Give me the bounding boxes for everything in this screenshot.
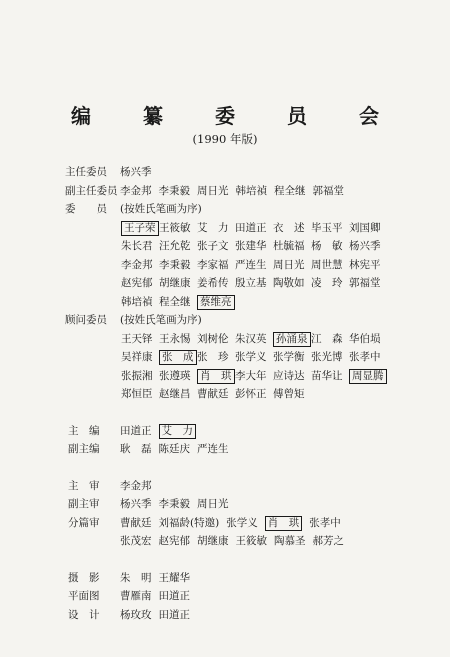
- person-name: [273, 256, 311, 275]
- name-text: 赵继昌: [159, 388, 191, 400]
- name-text: 田道正: [235, 221, 267, 234]
- name-text: 苗华让: [311, 369, 343, 382]
- person-name: [273, 367, 311, 386]
- name-text: 杨兴季: [349, 240, 381, 252]
- name-text: 张茂宏: [120, 535, 152, 547]
- name-text: 张孝中: [309, 516, 341, 529]
- person-name: [313, 182, 345, 201]
- review-section: [65, 477, 450, 551]
- person-name: [159, 532, 191, 551]
- person-name: [235, 274, 273, 293]
- name-list: [120, 274, 387, 293]
- person-name: [120, 495, 152, 514]
- name-text: 林宪平: [349, 258, 381, 271]
- name-text: 刘福龄(特邀): [158, 516, 220, 529]
- role-label: [65, 219, 120, 238]
- person-name: [197, 385, 235, 404]
- ordering-note: (按姓氏笔画为序): [120, 314, 202, 326]
- editors-section: [65, 422, 450, 459]
- name-list: [120, 477, 159, 496]
- role-label: [65, 256, 120, 275]
- name-text: 郝芳之: [312, 535, 344, 547]
- name-list: [120, 385, 311, 404]
- name-text: 周世慧: [311, 258, 343, 271]
- ordering-note: (按姓氏笔画为序): [120, 203, 202, 215]
- person-name: [273, 219, 311, 238]
- name-list: [120, 606, 197, 625]
- person-name: [235, 348, 273, 367]
- name-text: 王筱敏: [235, 535, 267, 547]
- credit-row: [65, 311, 450, 330]
- role-label: [65, 293, 120, 312]
- person-name: [274, 182, 306, 201]
- role-label: 主任委员: [65, 166, 107, 178]
- person-name: [197, 237, 235, 256]
- credit-row: [65, 440, 450, 459]
- name-text: 田道正: [158, 590, 190, 602]
- name-list: [120, 422, 203, 441]
- name-text: 周日光: [197, 184, 229, 197]
- name-list: [120, 495, 236, 514]
- person-name: [120, 163, 152, 182]
- name-text: 张子文: [197, 240, 229, 252]
- person-name: [197, 256, 235, 275]
- person-name: [235, 256, 273, 275]
- boxed-name: 张 成: [159, 350, 197, 365]
- production-credits-section: [65, 569, 450, 625]
- name-text: 张孝中: [349, 351, 381, 363]
- role-label: 委 员: [65, 203, 107, 215]
- person-name: [273, 237, 311, 256]
- person-name: [159, 514, 220, 533]
- name-text: 王永惕: [159, 332, 191, 345]
- name-text: 郭福堂: [312, 184, 344, 197]
- name-text: 衣 述: [273, 221, 305, 234]
- person-name: [120, 514, 152, 533]
- person-name: [273, 348, 311, 367]
- name-text: 李金邦: [120, 479, 152, 492]
- credit-row: [65, 587, 450, 606]
- name-text: 郭福堂: [349, 277, 381, 289]
- credit-row: [65, 495, 450, 514]
- name-text: 周日光: [273, 258, 305, 271]
- person-name: [159, 274, 197, 293]
- credit-row: [65, 163, 450, 182]
- role-label: [65, 330, 120, 349]
- person-name: [197, 274, 235, 293]
- name-text: 李秉毅: [158, 498, 190, 510]
- role-label: 主 编: [68, 424, 100, 437]
- credit-row: [65, 237, 450, 256]
- person-name: [120, 606, 152, 625]
- person-name: [273, 330, 311, 349]
- name-text: 李金邦: [121, 258, 153, 271]
- person-name: [159, 495, 191, 514]
- person-name: [311, 367, 349, 386]
- person-name: [159, 219, 197, 238]
- name-text: 张振湘: [121, 369, 153, 382]
- name-text: 吴祥康: [121, 351, 153, 363]
- person-name: [159, 385, 197, 404]
- name-list: [120, 440, 236, 459]
- person-name: [121, 330, 159, 349]
- name-text: 王耀华: [158, 571, 190, 584]
- name-text: 胡继康: [197, 535, 229, 547]
- person-name: [159, 440, 191, 459]
- name-list: [120, 219, 387, 238]
- name-text: 杨玫玫: [120, 608, 152, 621]
- person-name: [235, 385, 273, 404]
- name-text: 耿 磊: [120, 443, 152, 455]
- boxed-name: 艾 力: [159, 424, 197, 439]
- role-label: 副主审: [68, 498, 100, 510]
- credit-row: [65, 219, 450, 238]
- person-name: [311, 330, 349, 349]
- name-text: 姜希传: [197, 277, 229, 289]
- person-name: [120, 569, 152, 588]
- name-text: 曹献廷: [197, 388, 229, 400]
- boxed-name: 肖 珙: [197, 369, 235, 384]
- name-text: 傅曾矩: [273, 388, 305, 400]
- person-name: [159, 256, 197, 275]
- name-list: [120, 569, 197, 588]
- name-text: 王天铎: [121, 332, 153, 345]
- name-text: 曹雁南: [120, 590, 152, 602]
- role-label: 副主任委员: [65, 184, 118, 197]
- name-list: [120, 532, 351, 551]
- credit-row: [65, 385, 450, 404]
- edition-subtitle: (1990 年版): [192, 132, 258, 146]
- name-text: 陈廷庆: [158, 443, 190, 455]
- credit-row: [65, 256, 450, 275]
- person-name: [311, 274, 349, 293]
- role-label: 副主编: [68, 443, 100, 455]
- name-text: 张学衡: [273, 351, 305, 363]
- name-list: [120, 367, 387, 386]
- person-name: [236, 182, 268, 201]
- name-text: 朱长君: [121, 240, 153, 252]
- person-name: [197, 440, 229, 459]
- name-text: 刘树伦: [197, 332, 229, 345]
- person-name: [197, 495, 229, 514]
- person-name: [349, 330, 387, 349]
- person-name: [309, 514, 341, 533]
- name-text: 曹献廷: [120, 516, 152, 529]
- name-text: 杨 敏: [311, 240, 343, 252]
- credit-row: [65, 182, 450, 201]
- person-name: [121, 256, 159, 275]
- person-name: [313, 532, 345, 551]
- person-name: [197, 293, 235, 312]
- person-name: [197, 367, 235, 386]
- name-list: [120, 514, 348, 533]
- role-label: [65, 367, 120, 386]
- name-text: 程全继: [274, 184, 306, 197]
- person-name: [159, 330, 197, 349]
- name-text: 李大年: [235, 369, 267, 382]
- credit-row: [65, 532, 450, 551]
- name-list: [120, 256, 387, 275]
- credit-row: [65, 348, 450, 367]
- name-text: 田道正: [158, 608, 190, 621]
- credit-row: [65, 569, 450, 588]
- person-name: [311, 219, 349, 238]
- person-name: [349, 348, 387, 367]
- role-label: 摄 影: [68, 571, 100, 584]
- person-name: [349, 367, 387, 386]
- person-name: [197, 532, 229, 551]
- name-text: 彭怀正: [235, 388, 267, 400]
- name-text: 凌 玲: [311, 277, 343, 289]
- person-name: [235, 237, 273, 256]
- name-list: [120, 182, 351, 201]
- person-name: [197, 330, 235, 349]
- person-name: [159, 293, 197, 312]
- name-text: 陶慕圣: [274, 535, 306, 547]
- person-name: [197, 219, 235, 238]
- person-name: [121, 237, 159, 256]
- page-title: 编 纂 委 员 会: [71, 104, 395, 128]
- boxed-name: 蔡维亮: [197, 295, 235, 310]
- name-text: 程全继: [159, 295, 191, 308]
- name-text: 杨兴季: [120, 498, 152, 510]
- name-list: [120, 237, 387, 256]
- person-name: [349, 219, 387, 238]
- name-text: 严连生: [197, 443, 229, 455]
- person-name: [120, 422, 152, 441]
- person-name: [311, 237, 349, 256]
- person-name: [273, 385, 311, 404]
- credits-list: [65, 163, 450, 642]
- name-text: 张 珍: [197, 351, 229, 363]
- person-name: [197, 348, 235, 367]
- person-name: [349, 274, 387, 293]
- name-text: 刘国卿: [349, 221, 381, 234]
- credit-row: [65, 274, 450, 293]
- credit-row: [65, 367, 450, 386]
- person-name: [121, 293, 159, 312]
- credit-row: [65, 330, 450, 349]
- person-name: [311, 348, 349, 367]
- person-name: [121, 367, 159, 386]
- boxed-name: 孙涌泉: [273, 332, 311, 347]
- name-text: 周日光: [197, 498, 229, 510]
- name-text: 艾 力: [197, 221, 229, 234]
- person-name: [120, 182, 152, 201]
- role-label: 设 计: [68, 608, 100, 621]
- credit-row: [65, 422, 450, 441]
- boxed-name: 王子荣: [121, 221, 159, 236]
- person-name: [273, 274, 311, 293]
- name-text: 杨兴季: [120, 166, 152, 178]
- name-text: 江 森: [311, 332, 343, 345]
- name-list: [120, 330, 387, 349]
- person-name: [197, 182, 229, 201]
- name-text: 殷立基: [235, 277, 267, 289]
- name-text: 李金邦: [120, 184, 152, 197]
- credit-row: [65, 606, 450, 625]
- person-name: [159, 182, 191, 201]
- role-label: 主 审: [68, 479, 100, 492]
- person-name: [159, 587, 191, 606]
- role-label: 平面图: [68, 590, 100, 602]
- person-name: [265, 514, 303, 533]
- role-label: [65, 274, 120, 293]
- name-text: 张学义: [226, 516, 258, 529]
- name-text: 李秉毅: [159, 258, 191, 271]
- committee-section: [65, 163, 450, 404]
- name-text: 汪允乾: [159, 240, 191, 252]
- role-label: 顾问委员: [65, 314, 107, 326]
- credit-row: [65, 514, 450, 533]
- name-text: 胡继康: [159, 277, 191, 289]
- credit-row: [65, 200, 450, 219]
- role-label: [65, 532, 120, 551]
- name-text: 郑恒臣: [121, 388, 153, 400]
- name-text: 赵宪郁: [121, 277, 153, 289]
- person-name: [159, 367, 197, 386]
- person-name: [121, 219, 159, 238]
- name-text: 赵宪郁: [158, 535, 190, 547]
- name-text: 毕玉平: [311, 221, 343, 234]
- person-name: [274, 532, 306, 551]
- person-name: [120, 587, 152, 606]
- name-list: [120, 293, 235, 312]
- name-text: 张建华: [235, 240, 267, 252]
- name-text: 陶敬如: [273, 277, 305, 289]
- name-list: [120, 163, 159, 182]
- name-list: [120, 348, 387, 367]
- person-name: [226, 514, 258, 533]
- person-name: [121, 385, 159, 404]
- name-text: 韩培禎: [235, 184, 267, 197]
- name-text: 王筱敏: [159, 221, 191, 234]
- name-text: 张光博: [311, 351, 343, 363]
- credit-row: [65, 293, 450, 312]
- name-text: 朱汉英: [235, 332, 267, 345]
- person-name: [120, 532, 152, 551]
- name-text: 华伯埙: [349, 332, 381, 345]
- role-label: 分篇审: [68, 516, 100, 529]
- person-name: [120, 477, 152, 496]
- person-name: [311, 256, 349, 275]
- name-text: 张学义: [235, 351, 267, 363]
- person-name: [121, 348, 159, 367]
- role-label: [65, 348, 120, 367]
- role-label: [65, 237, 120, 256]
- person-name: [235, 330, 273, 349]
- person-name: [349, 256, 387, 275]
- role-label: [65, 385, 120, 404]
- name-list: [120, 587, 197, 606]
- person-name: [235, 219, 273, 238]
- name-text: 杜毓福: [273, 240, 305, 252]
- person-name: [235, 367, 273, 386]
- name-text: 应诗达: [273, 369, 305, 382]
- person-name: [159, 422, 197, 441]
- person-name: [159, 606, 191, 625]
- boxed-name: 周显腾: [349, 369, 387, 384]
- name-text: 朱 明: [120, 571, 152, 584]
- name-text: 李家福: [197, 258, 229, 271]
- name-text: 韩培禎: [121, 295, 153, 308]
- name-text: 田道正: [120, 424, 152, 437]
- person-name: [236, 532, 268, 551]
- boxed-name: 肖 珙: [265, 516, 303, 531]
- person-name: [159, 237, 197, 256]
- name-text: 李秉毅: [158, 184, 190, 197]
- person-name: [159, 569, 191, 588]
- credit-row: [65, 477, 450, 496]
- person-name: [120, 440, 152, 459]
- person-name: [121, 274, 159, 293]
- name-text: 严连生: [235, 258, 267, 271]
- name-text: 张遵瑛: [159, 369, 191, 382]
- person-name: [159, 348, 197, 367]
- person-name: [349, 237, 387, 256]
